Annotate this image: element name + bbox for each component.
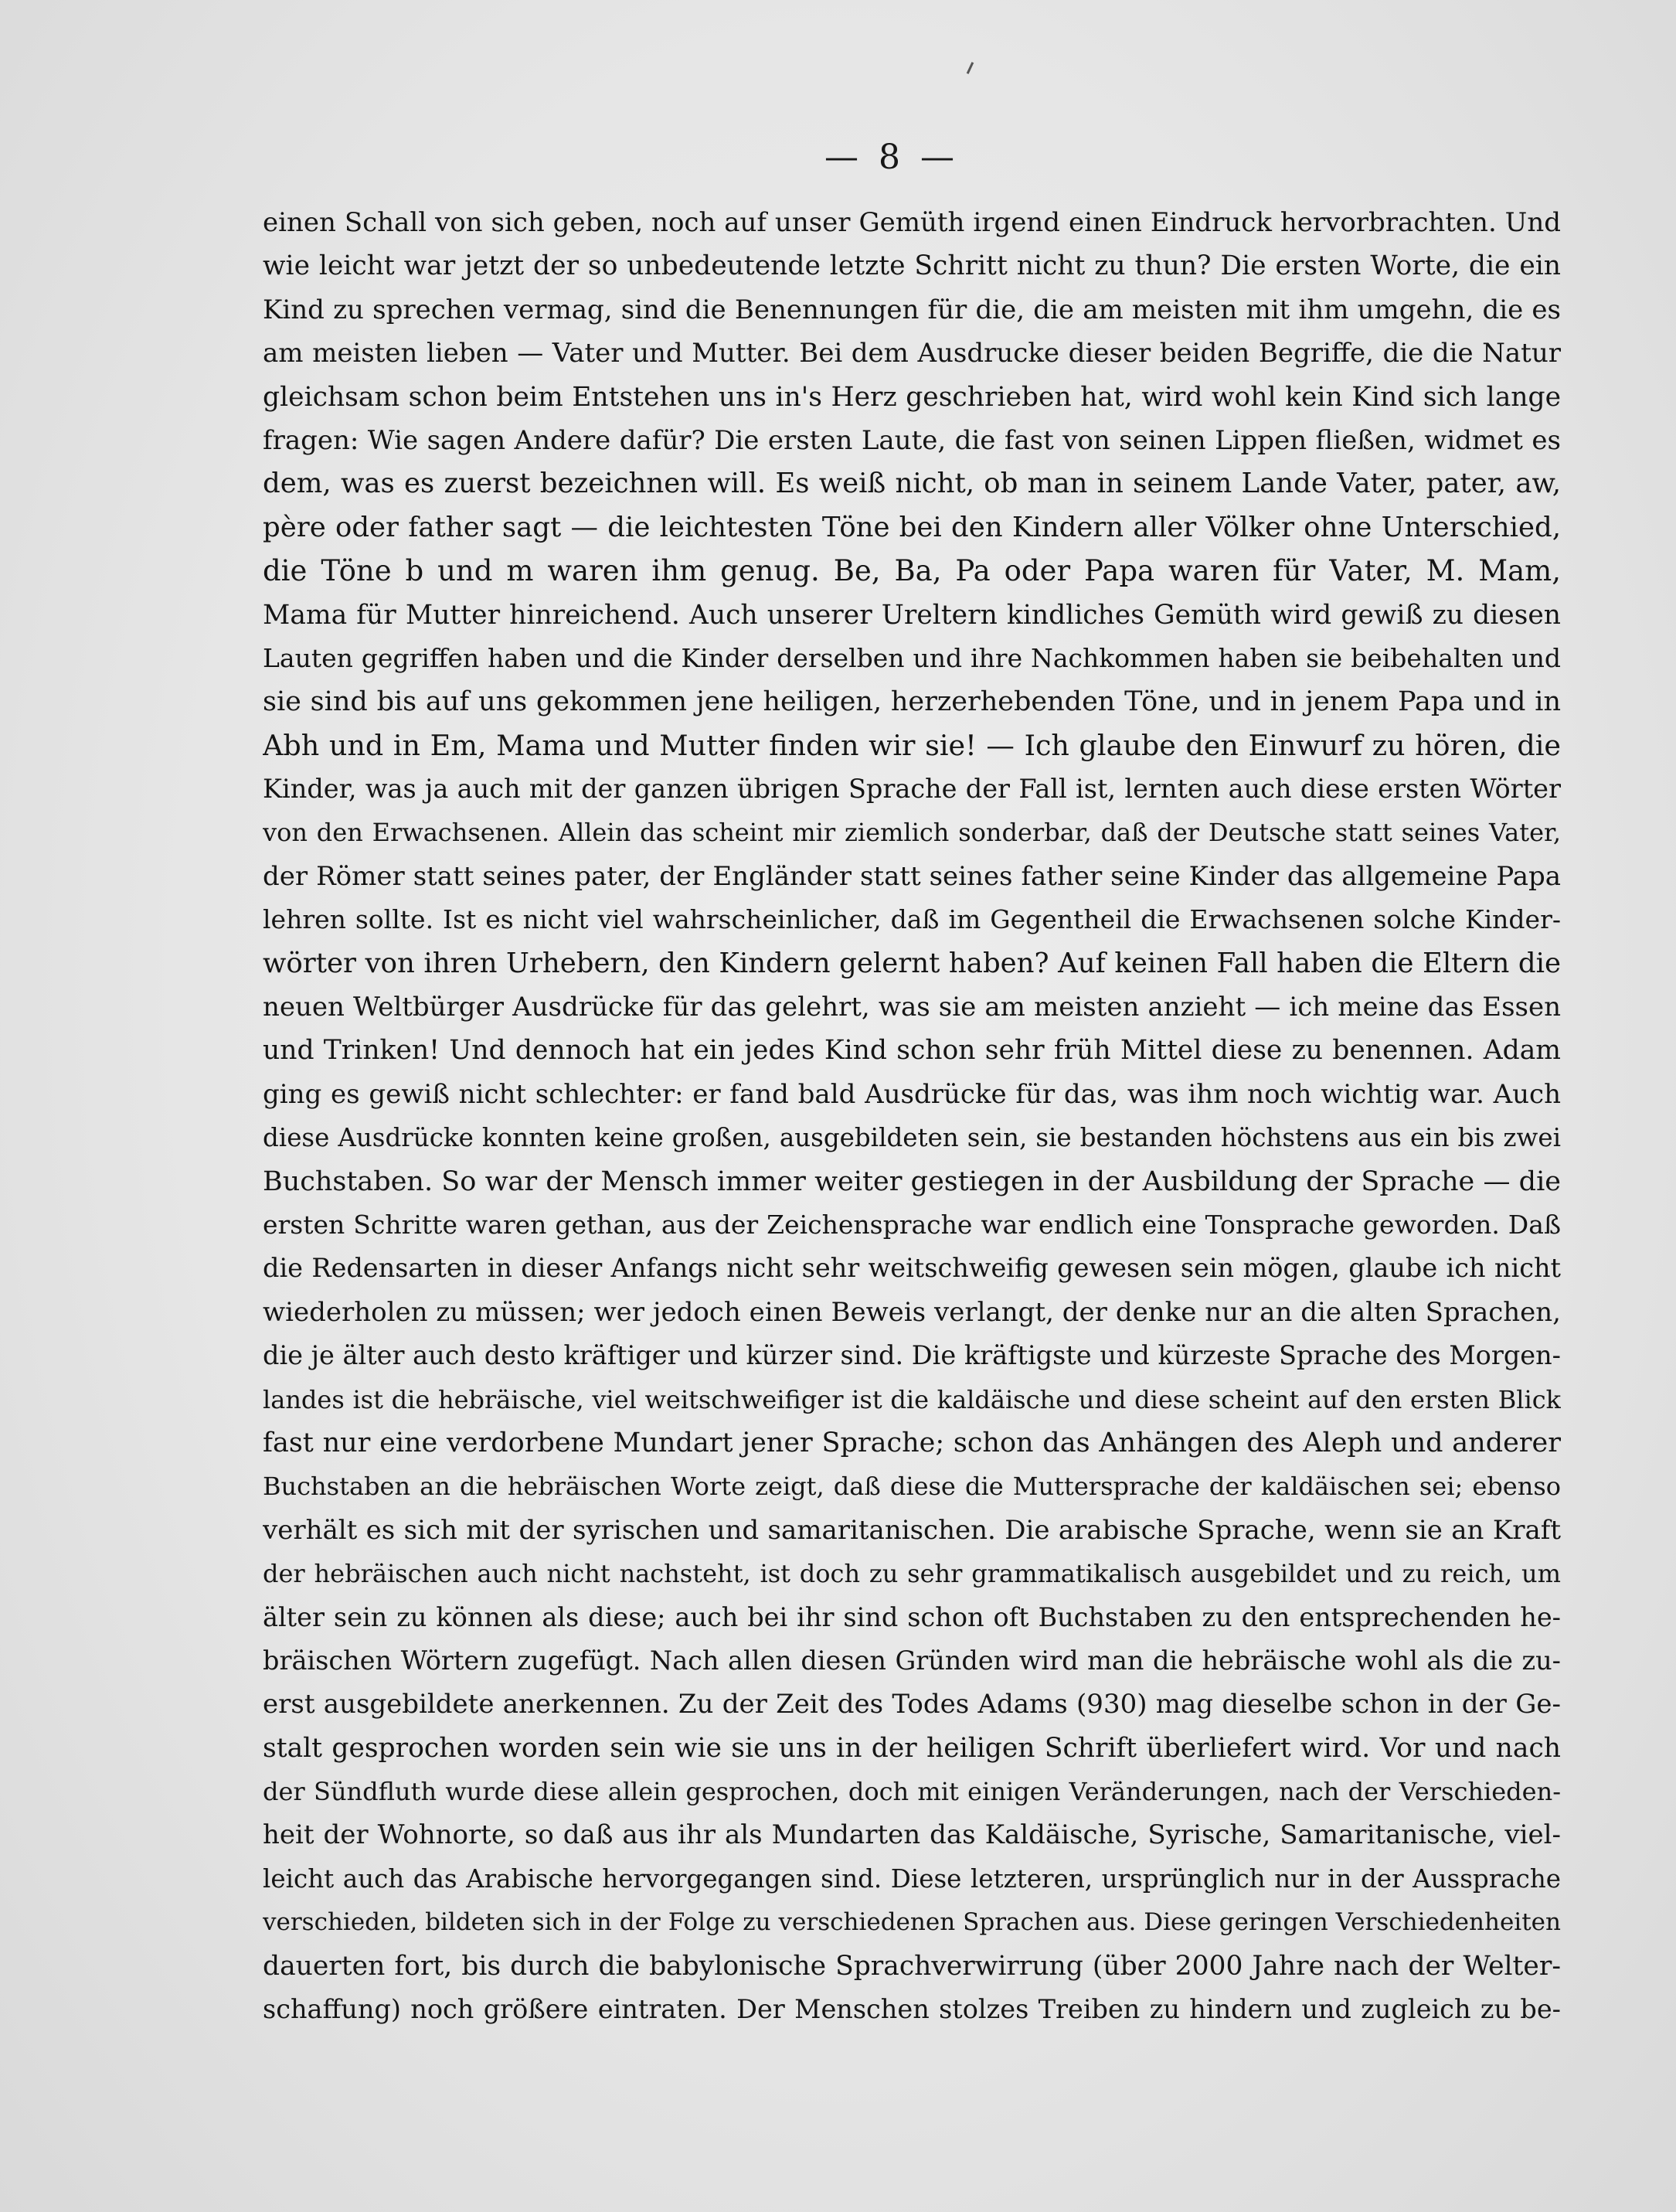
text-line: neuen Weltbürger Ausdrücke für das gelehrt, was sie am meisten anzieht — ich meine das Essen	[263, 992, 1561, 1023]
text-line: Kinder, was ja auch mit der ganzen übrigen Sprache der Fall ist, lernten auch diese ersten Wörter	[263, 774, 1561, 805]
text-line: landes ist die hebräische, viel weitschweifiger ist die kaldäische und diese scheint auf den ersten Blick	[263, 1384, 1561, 1414]
text-line: Buchstaben. So war der Mensch immer weiter gestiegen in der Ausbildung der Sprache — die	[263, 1166, 1561, 1197]
text-line: sie sind bis auf uns gekommen jene heiligen, herzerhebenden Töne, und in jenem Papa und in	[263, 686, 1561, 718]
text-line: wie leicht war jetzt der so unbedeutende letzte Schritt nicht zu thun? Die ersten Worte, die ein	[263, 250, 1561, 282]
text-line: père oder father sagt — die leichtesten Töne bei den Kindern aller Völker ohne Unterschied,	[263, 511, 1561, 543]
text-line: bräischen Wörtern zugefügt. Nach allen diesen Gründen wird man die hebräische wohl als die zu-	[263, 1645, 1561, 1676]
body-text	[263, 201, 1561, 2031]
page-number: — 8 —	[824, 138, 959, 177]
text-line: erst ausgebildete anerkennen. Zu der Zeit des Todes Adams (930) mag dieselbe schon in der Ge-	[263, 1689, 1561, 1720]
text-line: die Redensarten in dieser Anfangs nicht sehr weitschweifig gewesen sein mögen, glaube ich nicht	[263, 1253, 1561, 1284]
text-line: fast nur eine verdorbene Mundart jener Sprache; schon das Anhängen des Aleph und anderer	[263, 1427, 1561, 1458]
text-line: einen Schall von sich geben, noch auf unser Gemüth irgend einen Eindruck hervorbrachten. Und	[263, 207, 1561, 238]
text-line: Kind zu sprechen vermag, sind die Benennungen für die, die am meisten mit ihm umgehn, die es	[263, 294, 1561, 325]
text-line: wörter von ihren Urhebern, den Kindern gelernt haben? Auf keinen Fall haben die Eltern die	[263, 947, 1561, 979]
text-line: stalt gesprochen worden sein wie sie uns in der heiligen Schrift überliefert wird. Vor und nach	[263, 1732, 1561, 1764]
text-line: wiederholen zu müssen; wer jedoch einen Beweis verlangt, der denke nur an die alten Sprachen,	[263, 1296, 1561, 1328]
text-line: diese Ausdrücke konnten keine großen, ausgebildeten sein, sie bestanden höchstens aus ein bis zwei	[263, 1123, 1561, 1153]
text-line: Buchstaben an die hebräischen Worte zeigt, daß diese die Muttersprache der kaldäischen sei; ebenso	[263, 1472, 1561, 1502]
text-line: Mama für Mutter hinreichend. Auch unserer Ureltern kindliches Gemüth wird gewiß zu diesen	[263, 599, 1561, 631]
text-line: von den Erwachsenen. Allein das scheint mir ziemlich sonderbar, daß der Deutsche statt seines Vater,	[263, 818, 1561, 848]
pencil-mark	[967, 62, 974, 74]
text-line: die Töne b und m waren ihm genug. Be, Ba, Pa oder Papa waren für Vater, M. Mam,	[263, 554, 1561, 588]
text-line: Abh und in Em, Mama und Mutter finden wir sie! — Ich glaube den Einwurf zu hören, die	[263, 728, 1561, 762]
text-line: verhält es sich mit der syrischen und samaritanischen. Die arabische Sprache, wenn sie an Kraft	[263, 1514, 1561, 1546]
text-line: fragen: Wie sagen Andere dafür? Die ersten Laute, die fast von seinen Lippen fließen, widmet es	[263, 424, 1561, 456]
text-line: dem, was es zuerst bezeichnen will. Es weiß nicht, ob man in seinem Lande Vater, pater, aw,	[263, 468, 1561, 500]
text-line: leicht auch das Arabische hervorgegangen sind. Diese letzteren, ursprünglich nur in der Aussprache	[263, 1863, 1561, 1894]
text-line: verschieden, bildeten sich in der Folge zu verschiedenen Sprachen aus. Diese geringen Verschiedenheiten	[263, 1908, 1561, 1937]
text-line: ersten Schritte waren gethan, aus der Zeichensprache war endlich eine Tonsprache geworden. Daß	[263, 1209, 1561, 1240]
text-line: schaffung) noch größere eintraten. Der Menschen stolzes Treiben zu hindern und zugleich zu be-	[263, 1994, 1561, 2025]
text-line: die je älter auch desto kräftiger und kürzer sind. Die kräftigste und kürzeste Sprache des Morgen-	[263, 1340, 1561, 1371]
text-line: dauerten fort, bis durch die babylonische Sprachverwirrung (über 2000 Jahre nach der Welter-	[263, 1950, 1561, 1982]
text-line: der Sündfluth wurde diese allein gesprochen, doch mit einigen Veränderungen, nach der Verschieden-	[263, 1777, 1561, 1807]
text-line: am meisten lieben — Vater und Mutter. Bei dem Ausdrucke dieser beiden Begriffe, die die Natur	[263, 338, 1561, 369]
text-line: und Trinken! Und dennoch hat ein jedes Kind schon sehr früh Mittel diese zu benennen. Adam	[263, 1035, 1561, 1067]
text-line: heit der Wohnorte, so daß aus ihr als Mundarten das Kaldäische, Syrische, Samaritanische, viel-	[263, 1819, 1561, 1851]
text-line: lehren sollte. Ist es nicht viel wahrscheinlicher, daß im Gegentheil die Erwachsenen solche Kinder-	[263, 904, 1561, 935]
text-line: ging es gewiß nicht schlechter: er fand bald Ausdrücke für das, was ihm noch wichtig war. Auch	[263, 1078, 1561, 1110]
text-line: gleichsam schon beim Entstehen uns in's Herz geschrieben hat, wird wohl kein Kind sich lange	[263, 381, 1561, 413]
text-line: Lauten gegriffen haben und die Kinder derselben und ihre Nachkommen haben sie beibehalten und	[263, 642, 1561, 673]
text-line: der hebräischen auch nicht nachsteht, ist doch zu sehr grammatikalisch ausgebildet und zu reich, um	[263, 1559, 1561, 1589]
text-line: der Römer statt seines pater, der Engländer statt seines father seine Kinder das allgemeine Papa	[263, 860, 1561, 892]
text-line: älter sein zu können als diese; auch bei ihr sind schon oft Buchstaben zu den entsprechenden he-	[263, 1601, 1561, 1632]
